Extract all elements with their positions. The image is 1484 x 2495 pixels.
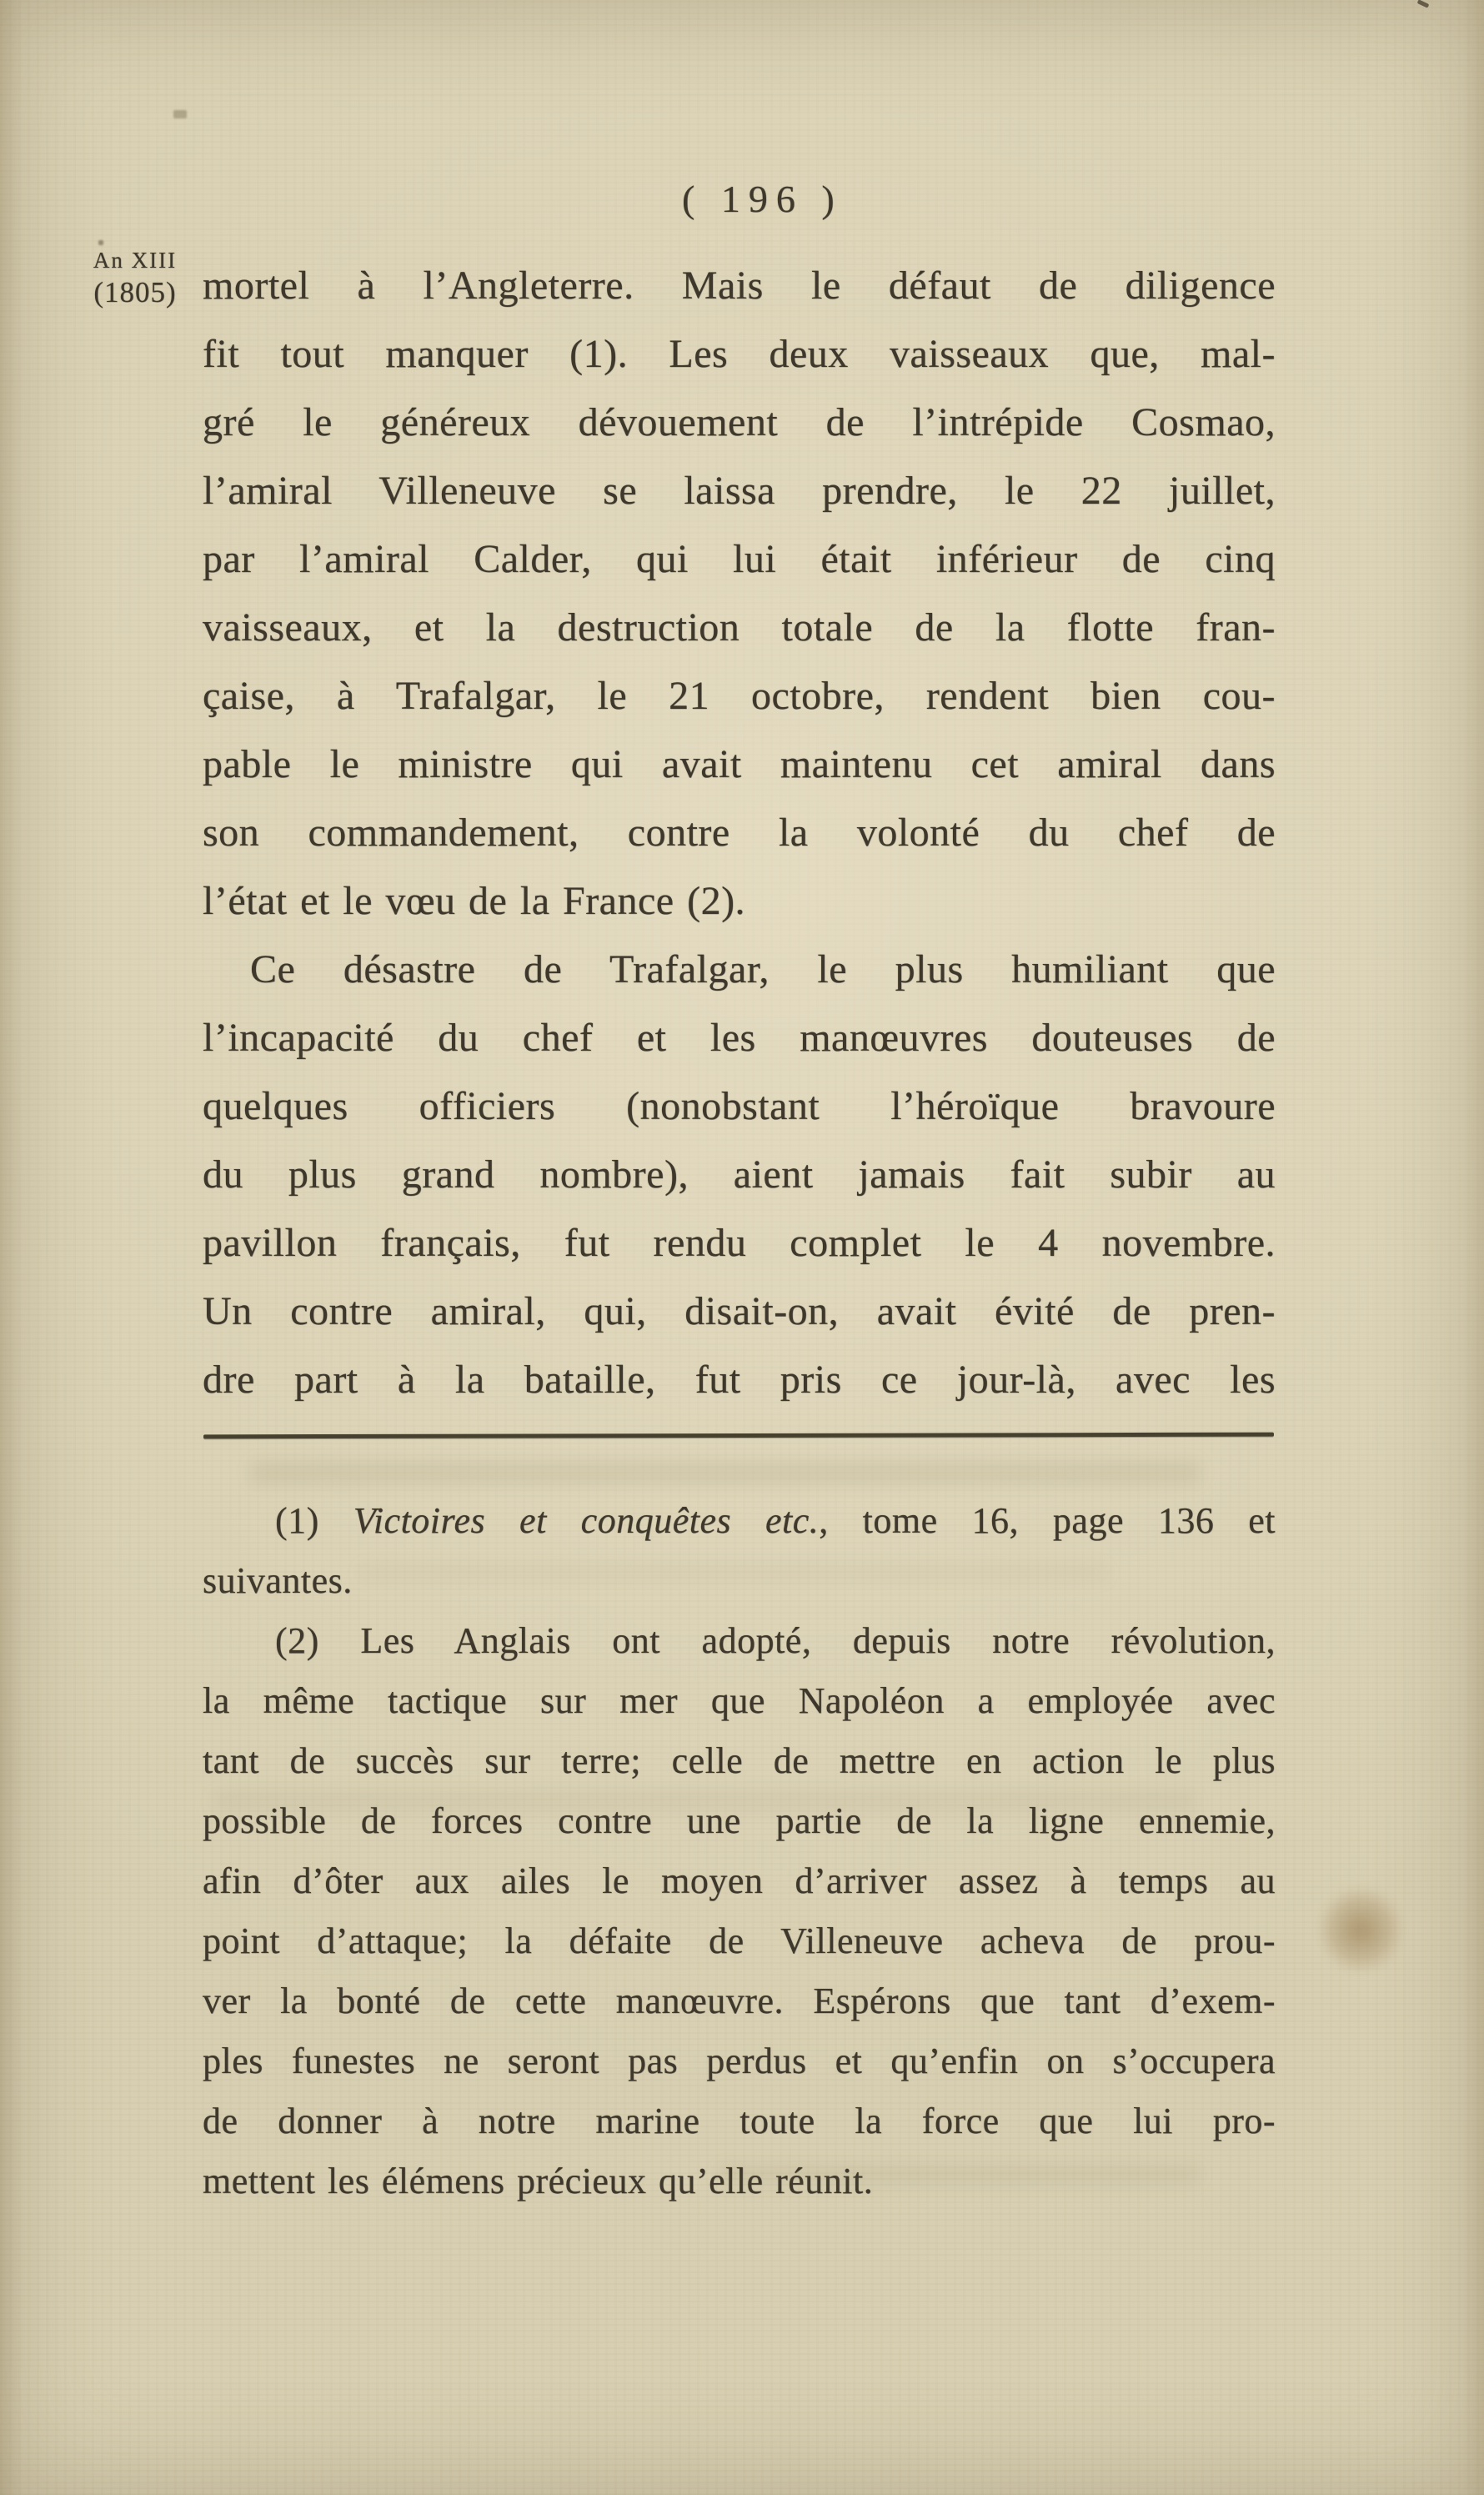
text-line: tant de succès sur terre; celle de mettre en action le plus bbox=[203, 1740, 1276, 1781]
text-line bbox=[203, 1491, 1276, 1551]
footnote-1-cited-title: Victoires et conquêtes etc. bbox=[353, 1500, 820, 1541]
text-line: l’état et le vœu de la France (2). bbox=[203, 879, 746, 923]
text-line: de donner à notre marine toute la force que lui pro- bbox=[203, 2101, 1276, 2141]
footnote-1-marker: (1) bbox=[275, 1500, 353, 1541]
text-line: ver la bonté de cette manœuvre. Espérons que tant d’exem- bbox=[203, 1980, 1276, 2021]
show-through-smudge bbox=[717, 2165, 1201, 2185]
margin-note-era: An XIII bbox=[93, 248, 178, 273]
text-line: vaisseaux, et la destruction totale de la flotte fran- bbox=[203, 605, 1276, 650]
paper-speck bbox=[98, 240, 103, 245]
footnote-1 bbox=[203, 1491, 1276, 1611]
text-line: point d’attaque; la défaite de Villeneuve acheva de prou- bbox=[203, 1920, 1276, 1961]
text-line: l’incapacité du chef et les manœuvres douteuses de bbox=[203, 1016, 1276, 1060]
text-line: çaise, à Trafalgar, le 21 octobre, rendent bien cou- bbox=[203, 674, 1276, 718]
text-line: afin d’ôter aux ailes le moyen d’arriver assez à temps au bbox=[203, 1860, 1276, 1901]
text-line: possible de forces contre une partie de la ligne ennemie, bbox=[203, 1800, 1276, 1841]
show-through-smudge bbox=[213, 1791, 1196, 1811]
text-line: la même tactique sur mer que Napoléon a employée avec bbox=[203, 1680, 1276, 1721]
text-line: Un contre amiral, qui, disait-on, avait évité de pren- bbox=[203, 1289, 1276, 1333]
text-line: ples funestes ne seront pas perdus et qu’enfin on s’occupera bbox=[203, 2041, 1276, 2081]
text-line: (2) Les Anglais ont adopté, depuis notre révolution, bbox=[275, 1620, 1276, 1661]
margin-note bbox=[72, 248, 198, 309]
footnotes bbox=[203, 1491, 1276, 2211]
text-line: pable le ministre qui avait maintenu cet amiral dans bbox=[203, 742, 1276, 786]
page-number: ( 196 ) bbox=[682, 178, 843, 220]
ink-blot-stain bbox=[1319, 1886, 1402, 1974]
show-through-smudge bbox=[250, 1461, 1201, 1484]
text-line: suivantes. bbox=[203, 1560, 353, 1601]
text-line: son commandement, contre la volonté du chef de bbox=[203, 811, 1276, 855]
text-line: par l’amiral Calder, qui lui était inférieur de cinq bbox=[203, 537, 1276, 581]
text-line: du plus grand nombre), aient jamais fait subir au bbox=[203, 1152, 1276, 1197]
text-line: mettent les élémens précieux qu’elle réunit. bbox=[203, 2161, 874, 2201]
paper-speck bbox=[1417, 0, 1430, 8]
text-line: fit tout manquer (1). Les deux vaisseaux que, mal- bbox=[203, 332, 1276, 376]
text-line: pavillon français, fut rendu complet le 4 novembre. bbox=[203, 1221, 1276, 1265]
text-line: dre part à la bataille, fut pris ce jour-là, avec les bbox=[203, 1358, 1276, 1402]
paper-speck bbox=[173, 110, 187, 118]
footnote-2 bbox=[203, 1611, 1276, 2211]
text-line: mortel à l’Angleterre. Mais le défaut de diligence bbox=[203, 264, 1276, 308]
body-text bbox=[203, 252, 1276, 1414]
paragraph-2 bbox=[203, 936, 1276, 1414]
show-through-smudge bbox=[358, 1564, 1109, 1582]
text-line: Ce désastre de Trafalgar, le plus humiliant que bbox=[250, 947, 1276, 991]
footnote-1-reference: , tome 16, page 136 et bbox=[819, 1500, 1276, 1541]
text-line: gré le généreux dévouement de l’intrépide Cosmao, bbox=[203, 400, 1276, 444]
text-line: l’amiral Villeneuve se laissa prendre, le 22 juillet, bbox=[203, 469, 1276, 513]
paragraph-1 bbox=[203, 252, 1276, 936]
margin-note-year: (1805) bbox=[93, 275, 177, 309]
footnote-separator-rule bbox=[203, 1433, 1274, 1439]
text-line: quelques officiers (nonobstant l’héroïque bravoure bbox=[203, 1084, 1276, 1128]
